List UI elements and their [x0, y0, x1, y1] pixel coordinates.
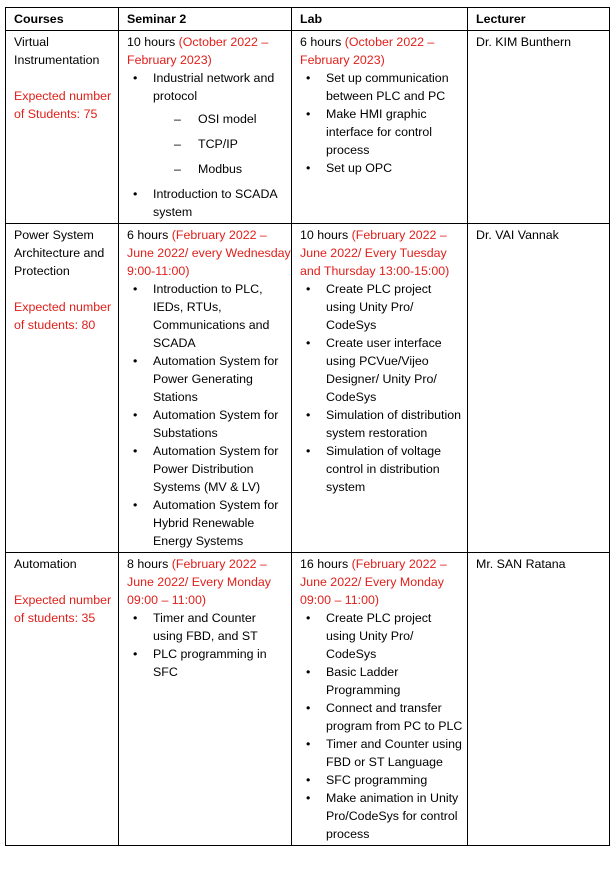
period-text: (February 2022 – June 2022/ every Wednesday 9:00-11:00) — [127, 228, 291, 278]
list-item: • Simulation of voltage control in distribution system — [326, 442, 463, 496]
sub-list-item: – OSI model — [198, 110, 287, 128]
sub-topic-list — [153, 110, 287, 178]
table-row — [6, 31, 610, 224]
hours-text: 10 hours — [300, 228, 352, 242]
seminar-cell — [119, 553, 292, 846]
table-row — [6, 553, 610, 846]
course-schedule-table — [5, 7, 610, 846]
hours-text: 6 hours — [300, 35, 345, 49]
list-item: • Industrial network and protocol – OSI model – TCP/IP – Modbus — [153, 69, 287, 178]
list-item: • Create user interface using PCVue/Vijeo Designer/ Unity Pro/ CodeSys — [326, 334, 463, 406]
list-item: • Make animation in Unity Pro/CodeSys for control process — [326, 789, 463, 843]
list-item: • PLC programming in SFC — [153, 645, 287, 681]
list-item: • Timer and Counter using FBD or ST Language — [326, 735, 463, 771]
table-row — [6, 224, 610, 553]
lecturer-name: Mr. SAN Ratana — [476, 557, 566, 571]
list-item: • Make HMI graphic interface for control process — [326, 105, 463, 159]
period-text: (February 2022 – June 2022/ Every Monday 09:00 – 11:00) — [127, 557, 271, 607]
course-cell — [6, 553, 119, 846]
hours-text: 16 hours — [300, 557, 352, 571]
lab-task-list — [300, 69, 467, 177]
hours-text: 10 hours — [127, 35, 179, 49]
lab-duration — [300, 555, 467, 609]
list-item: • Create PLC project using Unity Pro/ CodeSys — [326, 280, 463, 334]
seminar-cell — [119, 224, 292, 553]
list-item: • Automation System for Power Generating Stations — [153, 352, 287, 406]
hours-text: 6 hours — [127, 228, 172, 242]
lecturer-cell — [468, 553, 610, 846]
seminar-duration — [127, 555, 291, 609]
list-item: • Introduction to SCADA system — [153, 185, 287, 221]
header-seminar: Seminar 2 — [119, 8, 292, 31]
topic-list — [127, 609, 291, 681]
header-row — [6, 8, 610, 31]
period-text: (February 2022 – June 2022/ Every Monday 09:00 – 11:00) — [300, 557, 447, 607]
course-cell — [6, 224, 119, 553]
seminar-duration — [127, 33, 291, 69]
lab-cell — [292, 31, 468, 224]
expected-students: Expected number of Students: 75 — [14, 89, 112, 121]
list-item: • Connect and transfer program from PC to PLC — [326, 699, 463, 735]
header-lecturer: Lecturer — [468, 8, 610, 31]
course-name: Automation — [14, 557, 77, 571]
list-item: • Simulation of distribution system restoration — [326, 406, 463, 442]
list-item: • Set up communication between PLC and PC — [326, 69, 463, 105]
sub-list-item: – Modbus — [198, 160, 287, 178]
course-name: Virtual Instrumentation — [14, 35, 100, 67]
lecturer-cell — [468, 31, 610, 224]
sub-list-item: – TCP/IP — [198, 135, 287, 153]
list-item: • Automation System for Hybrid Renewable Energy Systems — [153, 496, 287, 550]
lab-task-list — [300, 280, 467, 496]
period-text: (February 2022 – June 2022/ Every Tuesday and Thursday 13:00-15:00) — [300, 228, 450, 278]
list-item: • Introduction to PLC, IEDs, RTUs, Communications and SCADA — [153, 280, 287, 352]
lecturer-cell — [468, 224, 610, 553]
list-item: • Timer and Counter using FBD, and ST — [153, 609, 287, 645]
header-lab: Lab — [292, 8, 468, 31]
expected-students: Expected number of students: 80 — [14, 300, 112, 332]
list-item: • Automation System for Substations — [153, 406, 287, 442]
hours-text: 8 hours — [127, 557, 172, 571]
list-item: • Automation System for Power Distribution Systems (MV & LV) — [153, 442, 287, 496]
list-item: • Create PLC project using Unity Pro/ CodeSys — [326, 609, 463, 663]
course-cell — [6, 31, 119, 224]
lab-task-list — [300, 609, 467, 843]
header-courses: Courses — [6, 8, 119, 31]
lab-duration — [300, 33, 467, 69]
course-name: Power System Architecture and Protection — [14, 228, 105, 278]
seminar-duration — [127, 226, 291, 280]
list-item: • SFC programming — [326, 771, 463, 789]
lab-cell — [292, 553, 468, 846]
topic-list — [127, 69, 291, 221]
lecturer-name: Dr. KIM Bunthern — [476, 35, 572, 49]
period-text: (October 2022 – February 2023) — [300, 35, 435, 67]
expected-students: Expected number of students: 35 — [14, 593, 112, 625]
topic-list — [127, 280, 291, 550]
lecturer-name: Dr. VAI Vannak — [476, 228, 559, 242]
seminar-cell — [119, 31, 292, 224]
lab-cell — [292, 224, 468, 553]
list-item: • Set up OPC — [326, 159, 463, 177]
list-item: • Basic Ladder Programming — [326, 663, 463, 699]
lab-duration — [300, 226, 467, 280]
period-text: (October 2022 – February 2023) — [127, 35, 269, 67]
